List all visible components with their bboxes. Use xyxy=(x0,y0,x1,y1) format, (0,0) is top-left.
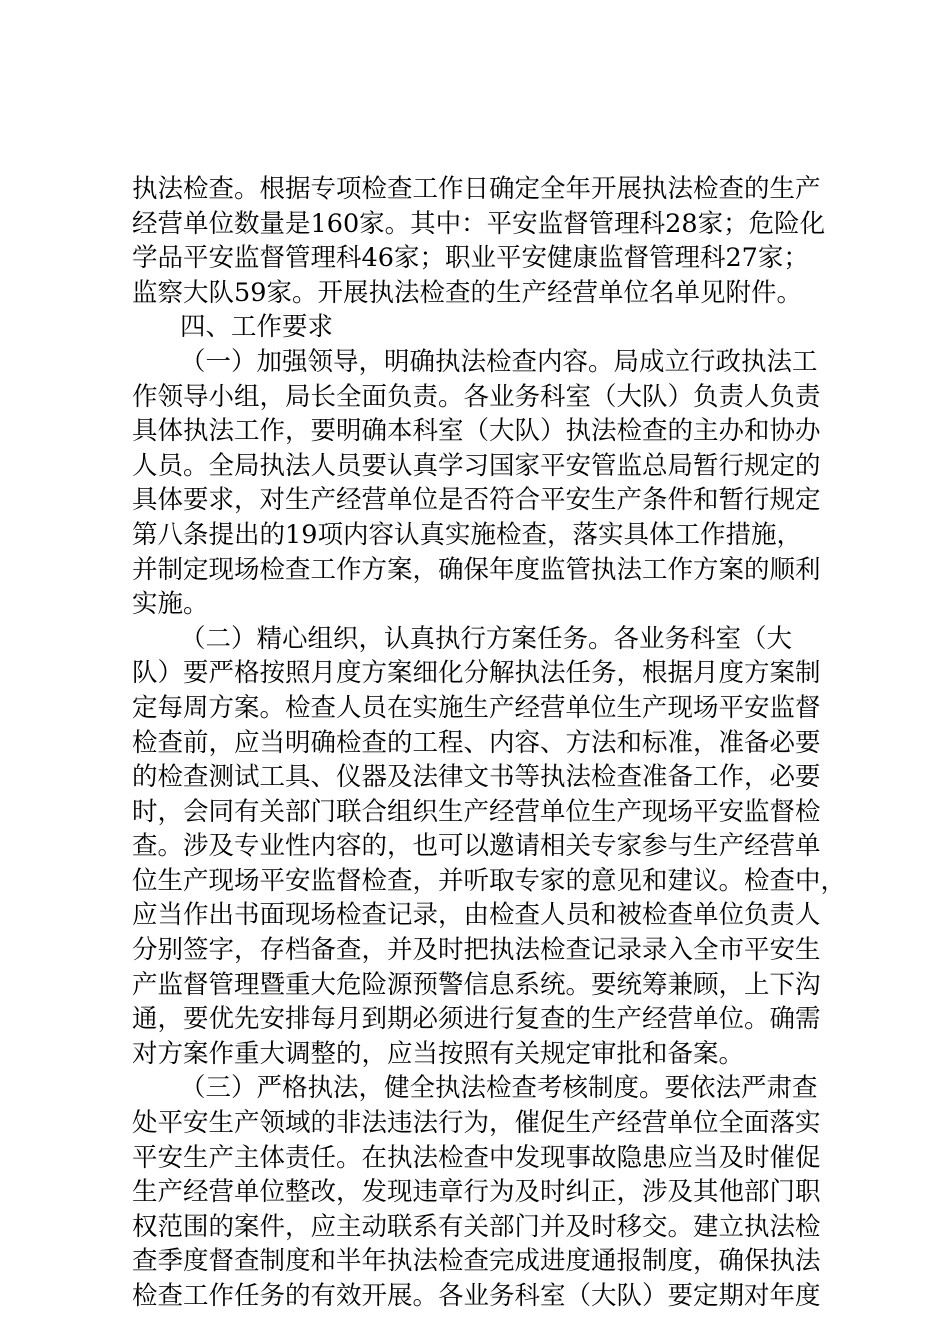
paragraph-first-line: （三）严格执法，健全执法检查考核制度。要依法严肃查 xyxy=(180,1073,818,1104)
text-line: 查季度督查制度和半年执法检查完成进度通报制度，确保执法 xyxy=(132,1246,821,1277)
text-line: 经营单位数量是160家。其中：平安监督管理科28家；危险化 xyxy=(132,208,826,239)
text-line: 处平安生产领域的非法违法行为，催促生产经营单位全面落实 xyxy=(132,1108,821,1139)
text-line: 应当作出书面现场检查记录，由检查人员和被检查单位负责人 xyxy=(132,900,821,931)
text-line: 对方案作重大调整的，应当按照有关规定审批和备案。 xyxy=(132,1038,745,1069)
text-line: 生产经营单位整改，发现违章行为及时纠正，涉及其他部门职 xyxy=(132,1177,821,1208)
text-line: 查。涉及专业性内容的，也可以邀请相关专家参与生产经营单 xyxy=(132,831,821,862)
text-line: 定每周方案。检查人员在实施生产经营单位生产现场平安监督 xyxy=(132,692,821,723)
text-line: 时，会同有关部门联合组织生产经营单位生产现场平安监督检 xyxy=(132,796,821,827)
text-line: 通，要优先安排每月到期必须进行复查的生产经营单位。确需 xyxy=(132,1004,821,1035)
document-page xyxy=(132,172,847,1314)
text-line: 产监督管理暨重大危险源预警信息系统。要统筹兼顾，上下沟 xyxy=(132,969,821,1000)
section-heading: 四、工作要求 xyxy=(180,312,334,343)
text-line: 监察大队59家。开展执法检查的生产经营单位名单见附件。 xyxy=(132,277,802,308)
text-line: 平安生产主体责任。在执法检查中发现事故隐患应当及时催促 xyxy=(132,1142,821,1173)
text-line: 具体执法工作，要明确本科室（大队）执法检查的主办和协办 xyxy=(132,416,821,447)
text-line: 检查工作任务的有效开展。各业务科室（大队）要定期对年度 xyxy=(132,1281,821,1311)
text-line: 执法检查。根据专项检查工作日确定全年开展执法检查的生产 xyxy=(132,174,821,204)
text-line: 位生产现场平安监督检查，并听取专家的意见和建议。检查中， xyxy=(132,865,847,896)
text-line: 的检查测试工具、仪器及法律文书等执法检查准备工作，必要 xyxy=(132,762,821,793)
text-line: 权范围的案件，应主动联系有关部门并及时移交。建立执法检 xyxy=(132,1211,821,1242)
text-line: 并制定现场检查工作方案，确保年度监管执法工作方案的顺利 xyxy=(132,554,821,585)
text-line: 第八条提出的19项内容认真实施检查，落实具体工作措施， xyxy=(132,519,802,550)
paragraph-first-line: （一）加强领导，明确执法检查内容。局成立行政执法工 xyxy=(180,346,818,377)
text-line: 分别签字，存档备查，并及时把执法检查记录录入全市平安生 xyxy=(132,935,821,966)
text-line: 检查前，应当明确检查的工程、内容、方法和标准，准备必要 xyxy=(132,727,821,758)
paragraph-first-line: （二）精心组织，认真执行方案任务。各业务科室（大 xyxy=(180,623,793,654)
text-line: 学品平安监督管理科46家；职业平安健康监督管理科27家； xyxy=(132,243,809,274)
text-line: 作领导小组，局长全面负责。各业务科室（大队）负责人负责 xyxy=(132,381,821,412)
text-line: 队）要严格按照月度方案细化分解执法任务，根据月度方案制 xyxy=(132,658,821,689)
document-body xyxy=(132,172,847,1314)
text-line: 人员。全局执法人员要认真学习国家平安管监总局暂行规定的 xyxy=(132,450,821,481)
text-line: 具体要求，对生产经营单位是否符合平安生产条件和暂行规定 xyxy=(132,485,821,516)
text-line: 实施。 xyxy=(132,589,209,620)
